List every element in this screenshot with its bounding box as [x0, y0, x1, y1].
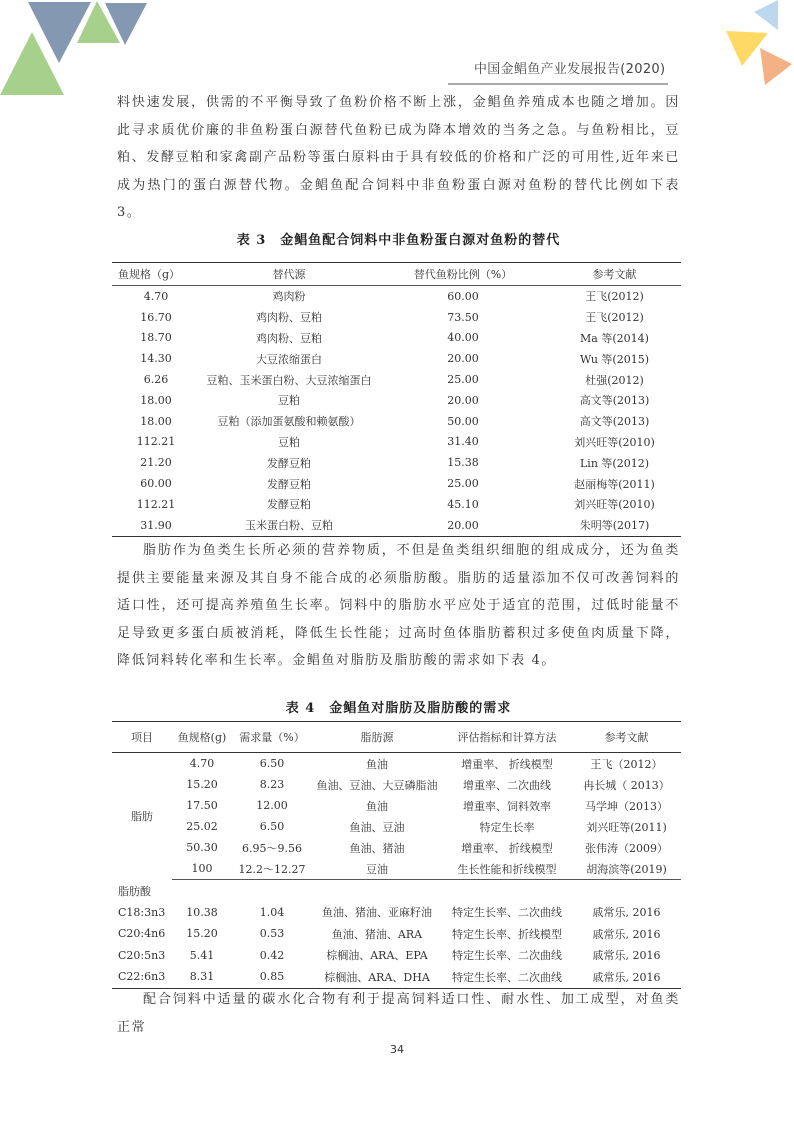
page-number: 34 — [390, 1043, 404, 1056]
table-cell: 鸡肉粉、豆粕 — [256, 331, 322, 345]
table-cell: 12.2～12.27 — [232, 858, 312, 880]
group-label: 脂肪 — [131, 810, 153, 824]
blue-triangle — [754, 0, 778, 30]
table-cell: 50.00 — [447, 414, 479, 428]
table-cell: 25.00 — [447, 477, 479, 491]
paragraph-fat — [117, 537, 680, 675]
table-cell: C20:4n6 — [118, 927, 166, 941]
table-cell: 增重率、饲料效率 — [463, 799, 551, 813]
table4-fatty-acid-group — [112, 880, 681, 989]
table-row — [112, 774, 681, 795]
table-cell: 112.21 — [136, 435, 176, 449]
table-row — [112, 452, 681, 473]
table-cell: 高文等(2013) — [579, 415, 650, 429]
table3-body — [112, 286, 681, 537]
header-decoration — [0, 0, 794, 100]
table-cell: 鸡肉粉 — [272, 290, 306, 304]
table-cell: 鱼油 — [366, 799, 388, 813]
table-cell: 马学坤（2013） — [585, 799, 668, 813]
table-cell: 鱼油、猪油、ARA — [331, 927, 423, 941]
table-cell: 5.41 — [189, 948, 215, 962]
group-label: 脂肪酸 — [118, 884, 151, 898]
table-cell: 鱼油、猪油 — [349, 841, 405, 855]
table-row — [112, 411, 681, 432]
table-cell: 50.30 — [186, 841, 218, 854]
table-cell: 31.40 — [447, 435, 479, 449]
table-cell: 玉米蛋白粉、豆粕 — [245, 519, 333, 533]
header-rule — [448, 83, 668, 85]
table-cell: 鱼油、猪油、亚麻籽油 — [322, 906, 432, 920]
table-cell: 4.70 — [189, 757, 215, 770]
column-header: 项目 — [112, 722, 172, 753]
running-title: 中国金鲳鱼产业发展报告(2020) — [474, 62, 666, 77]
table-cell: 戚常乐, 2016 — [592, 927, 661, 941]
table-cell: 增重率、 折线模型 — [461, 841, 553, 855]
table-cell: 21.20 — [140, 456, 172, 470]
table-cell: 王飞(2012) — [585, 311, 644, 325]
table-cell: 100 — [172, 858, 232, 880]
table-cell: C20:5n3 — [118, 948, 166, 962]
table3-caption: 表 3 金鲳鱼配合饲料中非鱼粉蛋白源对鱼粉的替代 — [236, 233, 561, 248]
table-header-row — [112, 263, 681, 286]
table-row — [112, 837, 681, 858]
table-cell: 王飞（2012） — [590, 757, 663, 771]
table-row — [112, 432, 681, 453]
table-cell: 25.00 — [447, 373, 479, 387]
paragraph-carbohydrate — [117, 986, 680, 1041]
table-cell: 18.00 — [140, 414, 172, 428]
table-cell: 45.10 — [447, 497, 479, 511]
table-row — [112, 858, 681, 880]
table-cell: 16.70 — [140, 310, 172, 324]
table-cell: 增重率、二次曲线 — [463, 778, 551, 792]
table-cell: 胡海滨等(2019) — [572, 858, 681, 880]
table-cell: 鸡肉粉、豆粕 — [256, 311, 322, 325]
table-cell: 15.20 — [186, 778, 218, 791]
table-cell: 4.70 — [143, 289, 169, 303]
table-cell: 王飞(2012) — [585, 290, 644, 304]
table-cell: 60.00 — [140, 477, 172, 491]
table-row — [112, 307, 681, 328]
column-header: 评估指标和计算方法 — [442, 722, 572, 753]
table-row — [112, 923, 681, 945]
table-cell: 增重率、 折线模型 — [461, 757, 553, 771]
table-cell: 18.00 — [140, 393, 172, 407]
table-cell: 发酵豆粕 — [267, 456, 311, 470]
table-cell: C18:3n3 — [118, 905, 166, 919]
table-cell: Wu 等(2015) — [579, 352, 650, 366]
paragraph-protein — [117, 89, 680, 227]
table-cell: 8.23 — [259, 778, 285, 791]
table-cell: 刘兴旺等(2011) — [586, 820, 667, 834]
column-header: 脂肪源 — [312, 722, 442, 753]
table-cell: 大豆浓缩蛋白 — [256, 352, 322, 366]
table-cell: 刘兴旺等(2010) — [574, 498, 655, 512]
table-cell: 112.21 — [136, 497, 176, 511]
table-cell: 特定生长率、二次曲线 — [452, 970, 562, 984]
table-cell: 8.31 — [189, 970, 215, 984]
table3 — [112, 262, 681, 537]
table-cell: 张伟涛（2009） — [585, 841, 668, 855]
table-cell: 10.38 — [186, 905, 218, 919]
table-cell: 朱明等(2017) — [579, 519, 650, 533]
table-row — [112, 753, 681, 775]
table-row — [112, 369, 681, 390]
table-cell: C22:6n3 — [118, 970, 166, 984]
table-cell: 豆粕、玉米蛋白粉、大豆浓缩蛋白 — [206, 373, 372, 387]
table-cell: 6.50 — [259, 820, 285, 833]
table-cell: 棕榈油、ARA、EPA — [326, 949, 428, 963]
table-row — [112, 473, 681, 494]
table-cell: 18.70 — [140, 331, 172, 345]
table-cell: 20.00 — [447, 518, 479, 532]
table-cell: 15.38 — [447, 456, 479, 470]
table-row — [112, 795, 681, 816]
group-label-row — [112, 880, 681, 902]
table-cell: 赵丽梅等(2011) — [574, 477, 655, 491]
table-cell: 特定生长率、折线模型 — [452, 927, 562, 941]
table-cell: 冉长城（ 2013） — [583, 778, 670, 792]
table-cell: 25.02 — [186, 820, 218, 833]
table-row — [112, 286, 681, 307]
table-cell: 刘兴旺等(2010) — [574, 435, 655, 449]
column-header: 参考文献 — [572, 722, 681, 753]
table-row — [112, 515, 681, 536]
column-header: 鱼规格（g） — [112, 263, 200, 286]
column-header: 鱼规格(g) — [172, 722, 232, 753]
table-cell: 戚常乐, 2016 — [592, 949, 661, 963]
table-cell: 17.50 — [186, 799, 218, 812]
table-cell: 0.53 — [259, 927, 285, 941]
table-row — [112, 816, 681, 837]
table-cell: 特定生长率、二次曲线 — [452, 949, 562, 963]
table-cell: 31.90 — [140, 518, 172, 532]
table-cell: 14.30 — [140, 352, 172, 366]
table-cell: 戚常乐, 2016 — [592, 906, 661, 920]
table-cell: 20.00 — [447, 393, 479, 407]
table-cell: 特定生长率、二次曲线 — [452, 906, 562, 920]
table-cell: 戚常乐, 2016 — [592, 970, 661, 984]
table-header-row — [112, 722, 681, 753]
table-row — [112, 966, 681, 988]
table-row — [112, 902, 681, 924]
table-cell: 6.50 — [259, 757, 285, 770]
table-cell: 20.00 — [447, 352, 479, 366]
table-cell: 鱼油、豆油、大豆磷脂油 — [316, 778, 438, 792]
table-cell: 60.00 — [447, 289, 479, 303]
paragraph-text: 配合饲料中适量的碳水化合物有利于提高饲料适口性、耐水性、加工成型，对鱼类正常 — [117, 992, 680, 1035]
table-cell: 鱼油、豆油 — [349, 820, 405, 834]
table-cell: 特定生长率 — [479, 820, 535, 834]
table-cell: 鱼油 — [366, 757, 388, 771]
table-row — [112, 945, 681, 967]
table-row — [112, 494, 681, 515]
table-cell: 豆粕（添加蛋氨酸和赖氨酸） — [217, 415, 361, 429]
table4-caption: 表 4 金鲳鱼对脂肪及脂肪酸的需求 — [285, 701, 512, 716]
table-cell: 6.26 — [143, 373, 169, 387]
table-cell: Lin 等(2012) — [580, 456, 649, 470]
table-row — [112, 348, 681, 369]
table-row — [112, 328, 681, 349]
table-cell: 12.00 — [256, 799, 288, 812]
table-cell: 豆粕 — [278, 394, 300, 408]
column-header: 替代源 — [200, 263, 378, 286]
paragraph-text: 料快速发展，供需的不平衡导致了鱼粉价格不断上涨，金鲳鱼养殖成本也随之增加。因此寻求质优价廉的非鱼粉蛋白源替代鱼粉已成为降本增效的当务之急。与鱼粉相比，豆粕、发酵豆粕和家禽副产品粉等蛋白原料由于具有较低的价格和广泛的可用性,近年来已成为热门的蛋白源替代物。金鲳鱼配合饲料中非鱼粉蛋白源对鱼粉的替代比例如下表 3。 — [117, 95, 680, 220]
table-cell: 生长性能和折线模型 — [442, 858, 572, 880]
table-cell: 发酵豆粕 — [267, 477, 311, 491]
table-cell: 豆粕 — [278, 435, 300, 449]
table-cell: 15.20 — [186, 927, 218, 941]
table-cell: 6.95～9.56 — [242, 841, 302, 855]
table-cell: 40.00 — [447, 331, 479, 345]
table-cell: 高文等(2013) — [579, 394, 650, 408]
table-cell: 73.50 — [447, 310, 479, 324]
table-cell: Ma 等(2014) — [580, 331, 649, 345]
table4-fat-group — [112, 753, 681, 880]
yellow-triangle — [726, 31, 768, 66]
table-cell: 棕榈油、ARA、DHA — [324, 970, 430, 984]
table-row — [112, 390, 681, 411]
paragraph-text: 脂肪作为鱼类生长所必须的营养物质，不但是鱼类组织细胞的组成成分，还为鱼类提供主要能量来源及其自身不能合成的必须脂肪酸。脂肪的适量添加不仅可改善饲料的适口性，还可提高养殖鱼生长率。饲料中的脂肪水平应处于适宜的范围，过低时能量不足导致更多蛋白质被消耗，降低生长性能；过高时鱼体脂肪蓄积过多使鱼肉质量下降，降低饲料转化率和生长率。金鲳鱼对脂肪及脂肪酸的需求如下表 4。 — [117, 543, 680, 668]
column-header: 替代鱼粉比例（%） — [378, 263, 548, 286]
orange-triangle — [760, 48, 792, 85]
table-cell: 杜强(2012) — [585, 373, 644, 387]
table-cell: 0.85 — [259, 970, 285, 984]
table-cell: 发酵豆粕 — [267, 498, 311, 512]
table-cell: 0.42 — [259, 948, 285, 962]
table-cell: 豆油 — [312, 858, 442, 880]
table4 — [112, 721, 681, 989]
table-cell: 1.04 — [259, 905, 285, 919]
column-header: 需求量（%） — [232, 722, 312, 753]
column-header: 参考文献 — [548, 263, 681, 286]
